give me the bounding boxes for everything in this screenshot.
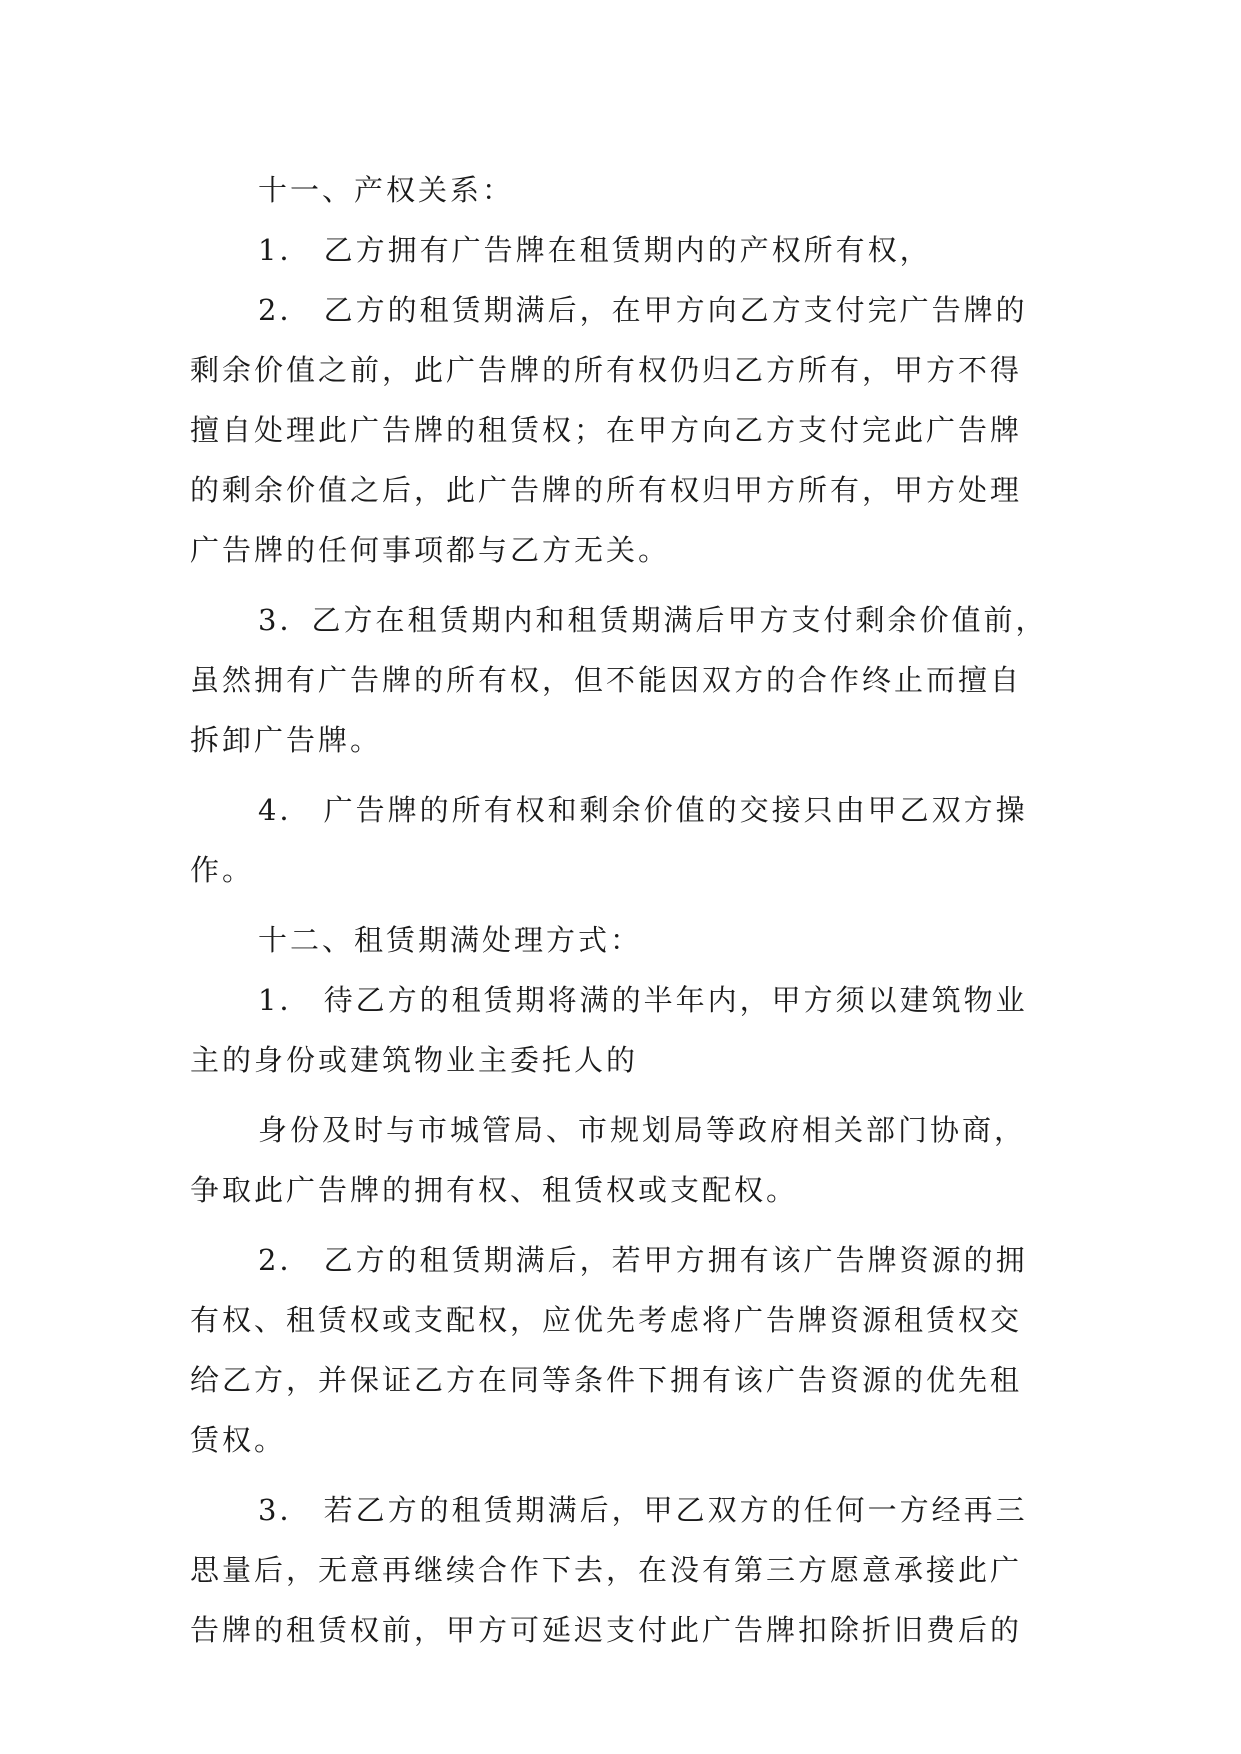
paragraph-line: 主的身份或建筑物业主委托人的	[190, 1043, 639, 1077]
paragraph-line: 赁权。	[190, 1423, 287, 1457]
section-heading-property-rights: 十一、产权关系：	[258, 173, 515, 207]
paragraph-line: 2． 乙方的租赁期满后，在甲方向乙方支付完广告牌的	[258, 293, 1028, 327]
paragraph-line: 给乙方，并保证乙方在同等条件下拥有该广告资源的优先租	[190, 1363, 1023, 1397]
paragraph-line: 1． 待乙方的租赁期将满的半年内，甲方须以建筑物业	[258, 983, 1028, 1017]
paragraph-line: 剩余价值之前，此广告牌的所有权仍归乙方所有，甲方不得	[190, 353, 1023, 387]
paragraph-line: 3． 若乙方的租赁期满后，甲乙双方的任何一方经再三	[258, 1493, 1028, 1527]
paragraph-line: 2． 乙方的租赁期满后，若甲方拥有该广告牌资源的拥	[258, 1243, 1028, 1277]
section-heading-lease-expiry: 十二、租赁期满处理方式：	[258, 923, 643, 957]
paragraph-line: 有权、租赁权或支配权，应优先考虑将广告牌资源租赁权交	[190, 1303, 1023, 1337]
paragraph-line: 争取此广告牌的拥有权、租赁权或支配权。	[190, 1173, 799, 1207]
paragraph-line: 告牌的租赁权前，甲方可延迟支付此广告牌扣除折旧费后的	[190, 1613, 1023, 1647]
document-body	[190, 160, 1060, 1660]
paragraph-line: 身份及时与市城管局、市规划局等政府相关部门协商，	[258, 1113, 1027, 1147]
paragraph-line: 擅自处理此广告牌的租赁权；在甲方向乙方支付完此广告牌	[190, 413, 1023, 447]
paragraph-line: 思量后，无意再继续合作下去，在没有第三方愿意承接此广	[190, 1553, 1023, 1587]
paragraph-line: 3．乙方在租赁期内和租赁期满后甲方支付剩余价值前，	[258, 603, 1048, 637]
paragraph-line: 的剩余价值之后，此广告牌的所有权归甲方所有，甲方处理	[190, 473, 1023, 507]
paragraph-line: 作。	[190, 853, 255, 887]
paragraph-line: 广告牌的任何事项都与乙方无关。	[190, 533, 671, 567]
paragraph-line: 虽然拥有广告牌的所有权，但不能因双方的合作终止而擅自	[190, 663, 1023, 697]
paragraph-line: 1． 乙方拥有广告牌在租赁期内的产权所有权，	[258, 233, 932, 267]
paragraph-line: 4． 广告牌的所有权和剩余价值的交接只由甲乙双方操	[258, 793, 1028, 827]
paragraph-line: 拆卸广告牌。	[190, 723, 383, 757]
